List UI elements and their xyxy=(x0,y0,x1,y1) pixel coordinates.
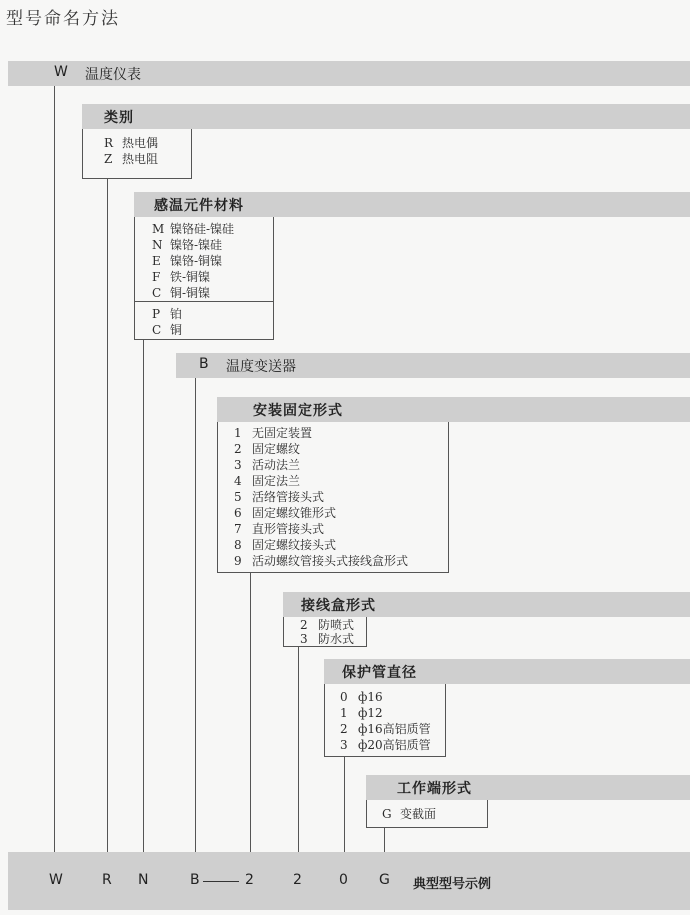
list-item: G 变截面 xyxy=(382,807,437,821)
tube-bar xyxy=(324,659,690,684)
category-label: 类别 xyxy=(104,110,134,126)
tip-label: 工作端形式 xyxy=(397,781,472,797)
tube-label: 保护管直径 xyxy=(342,665,417,681)
mounting-bar xyxy=(217,397,690,422)
list-item: 3 活动法兰 xyxy=(234,458,301,472)
list-item: R 热电偶 xyxy=(104,136,159,150)
connector-line xyxy=(344,757,345,852)
example-code: N xyxy=(138,872,149,888)
connector-line xyxy=(107,178,108,852)
connector-line xyxy=(298,646,299,852)
list-item: 5 活络管接头式 xyxy=(234,490,325,504)
junction-label: 接线盒形式 xyxy=(301,598,376,614)
list-item: 0 ф16 xyxy=(340,690,383,704)
list-item: M 镍铬硅-镍硅 xyxy=(152,222,235,236)
list-item: 2 ф16高铝质管 xyxy=(340,722,431,736)
material-divider xyxy=(134,301,273,302)
example-code: G xyxy=(379,872,390,888)
example-code: 0 xyxy=(339,872,348,888)
tip-bar xyxy=(366,775,690,800)
transmitter-bar xyxy=(176,353,690,378)
connector-line xyxy=(384,827,385,852)
list-item: 1 无固定装置 xyxy=(234,426,313,440)
list-item: 3 防水式 xyxy=(300,632,355,646)
list-item: P 铂 xyxy=(152,307,183,321)
list-item: 2 固定螺纹 xyxy=(234,442,301,456)
list-item: 8 固定螺纹接头式 xyxy=(234,538,337,552)
example-code: R xyxy=(102,872,112,888)
example-code: 2 xyxy=(245,872,254,888)
example-label: 典型型号示例 xyxy=(413,877,492,892)
list-item: 7 直形管接头式 xyxy=(234,522,325,536)
connector-line xyxy=(143,340,144,852)
list-item: 2 防喷式 xyxy=(300,618,355,632)
transmitter-code: B xyxy=(199,356,209,372)
category-bar xyxy=(82,104,690,129)
header-label: 温度仪表 xyxy=(85,67,141,83)
list-item: N 镍铬-镍硅 xyxy=(152,238,223,252)
transmitter-label: 温度变送器 xyxy=(226,359,296,375)
connector-line xyxy=(250,573,251,852)
list-item: C 铜-铜镍 xyxy=(152,286,211,300)
list-item: 4 固定法兰 xyxy=(234,474,301,488)
mounting-label: 安装固定形式 xyxy=(253,403,343,419)
material-label: 感温元件材料 xyxy=(154,198,244,214)
list-item: Z 热电阻 xyxy=(104,152,159,166)
list-item: E 镍铬-铜镍 xyxy=(152,254,223,268)
junction-bar xyxy=(283,592,690,617)
header-code: W xyxy=(54,64,68,80)
example-dash xyxy=(203,881,239,882)
connector-line xyxy=(54,85,55,852)
list-item: 1 ф12 xyxy=(340,706,383,720)
header-bar xyxy=(8,61,690,86)
example-code: 2 xyxy=(293,872,302,888)
connector-line xyxy=(195,378,196,852)
example-code: B xyxy=(190,872,200,888)
example-code: W xyxy=(49,872,63,888)
list-item: 6 固定螺纹锥形式 xyxy=(234,506,337,520)
material-bar xyxy=(134,192,690,217)
list-item: F 铁-铜镍 xyxy=(152,270,211,284)
page-title: 型号命名方法 xyxy=(6,9,120,29)
list-item: 3 ф20高铝质管 xyxy=(340,738,431,752)
list-item: 9 活动螺纹管接头式接线盒形式 xyxy=(234,554,409,568)
list-item: C 铜 xyxy=(152,323,183,337)
